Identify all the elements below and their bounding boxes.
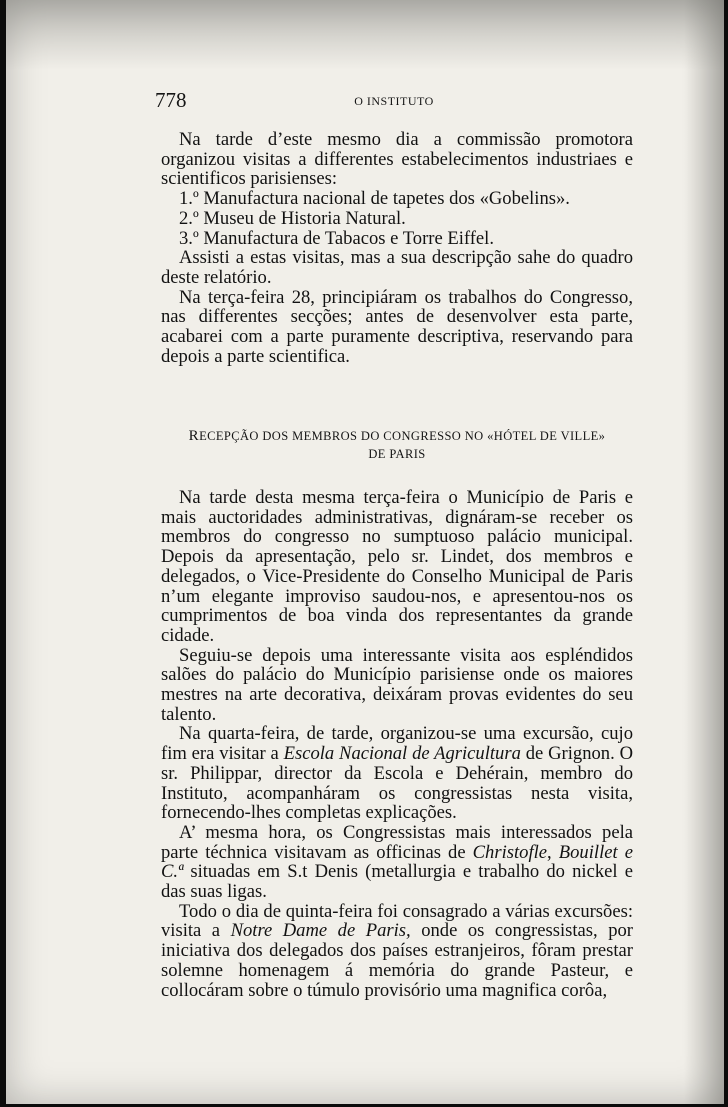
paragraph-grignon: Na quarta-feira, de tarde, organizou-se uma excursão, cujo fim era visitar a Escola Nacional de Agricultura de Grignon. O sr. Philippar, director da Escola e Dehérain, membro do Instituto, acompanháram os congressistas nesta visita, fornecendo-lhes completas explicações. — [161, 723, 634, 824]
scan-shadow-right — [684, 0, 724, 1104]
section-heading — [161, 427, 633, 463]
paragraph-reception: Na tarde desta mesma terça-feira o Município de Paris e mais auctoridades administrativas, dignáram-se receber os membros do congresso no sumptuoso palácio municipal. Depois da apresentação, pelo sr. Lindet, dos membros e delegados, o Vice-Presidente do Conselho Municipal de Paris n’um elegante improviso saudou-nos, e apresentou-nos os cumprimentos de boa vinda dos representantes da grande cidade. — [161, 487, 633, 646]
list-item: 3.º Manufactura de Tabacos e Torre Eiffel. — [179, 227, 494, 249]
italic-notre-dame: Notre Dame de Paris, — [230, 920, 411, 942]
heading-line2: DE PARIS — [368, 447, 426, 461]
heading-initial: R — [188, 428, 200, 444]
page-number: 778 — [155, 88, 187, 112]
list-item: 2.º Museu de Historia Natural. — [179, 207, 406, 229]
text-block-main — [161, 488, 633, 1000]
text-block-top — [161, 130, 633, 366]
scanned-page — [6, 0, 724, 1104]
italic-company-2: Bouillet e C.ª — [161, 841, 633, 883]
italic-company-1: Christofle — [472, 841, 548, 863]
paragraph-assisti: Assisti a estas visitas, mas a sua descripção sahe do quadro deste relatório. — [161, 247, 633, 288]
paragraph-visits: Na tarde d’este mesmo dia a commissão promotora organizou visitas a differentes estabelecimentos industriaes e scientificos parisienses: — [161, 129, 633, 190]
italic-school-name: Escola Nacional de Agricultura — [283, 743, 521, 765]
paragraph-saloes: Seguiu-se depois uma interessante visita aos espléndidos salões do palácio do Município parisiense onde os maiores mestres na arte decorativa, deixáram provas evidentes do seu talento. — [161, 644, 633, 725]
scan-shadow-top — [6, 0, 724, 70]
running-title: O INSTITUTO — [354, 94, 434, 108]
page-header — [155, 88, 633, 118]
paragraph-congress: Na terça-feira 28, principiáram os trabalhos do Congresso, nas differentes secções; antes de desenvolver esta parte, acabarei com a parte puramente descriptiva, reservando para depois a parte scientifica. — [161, 286, 633, 367]
paragraph-christofle: A’ mesma hora, os Congressistas mais interessados pela parte téchnica visitavam as officinas de Christofle, Bouillet e C.ª situadas em S.t Denis (metallurgia e trabalho do nickel e das suas ligas. — [161, 821, 633, 903]
paragraph-notre-dame: Todo o dia de quinta-feira foi consagrado a várias excursões: visita a Notre Dame de Paris, onde os congressistas, por iniciativa dos delegados dos países estranjeiros, fôram prestar solemne homenagem á memória do grande Pasteur, e collocáram sobre o túmulo provisório uma magnifica corôa, — [161, 900, 633, 1001]
heading-line1: ECEPÇÃO DOS MEMBROS DO CONGRESSO NO «HÓTEL DE VILLE» — [199, 429, 606, 443]
list-item: 1.º Manufactura nacional de tapetes dos «Gobelins». — [179, 188, 570, 210]
